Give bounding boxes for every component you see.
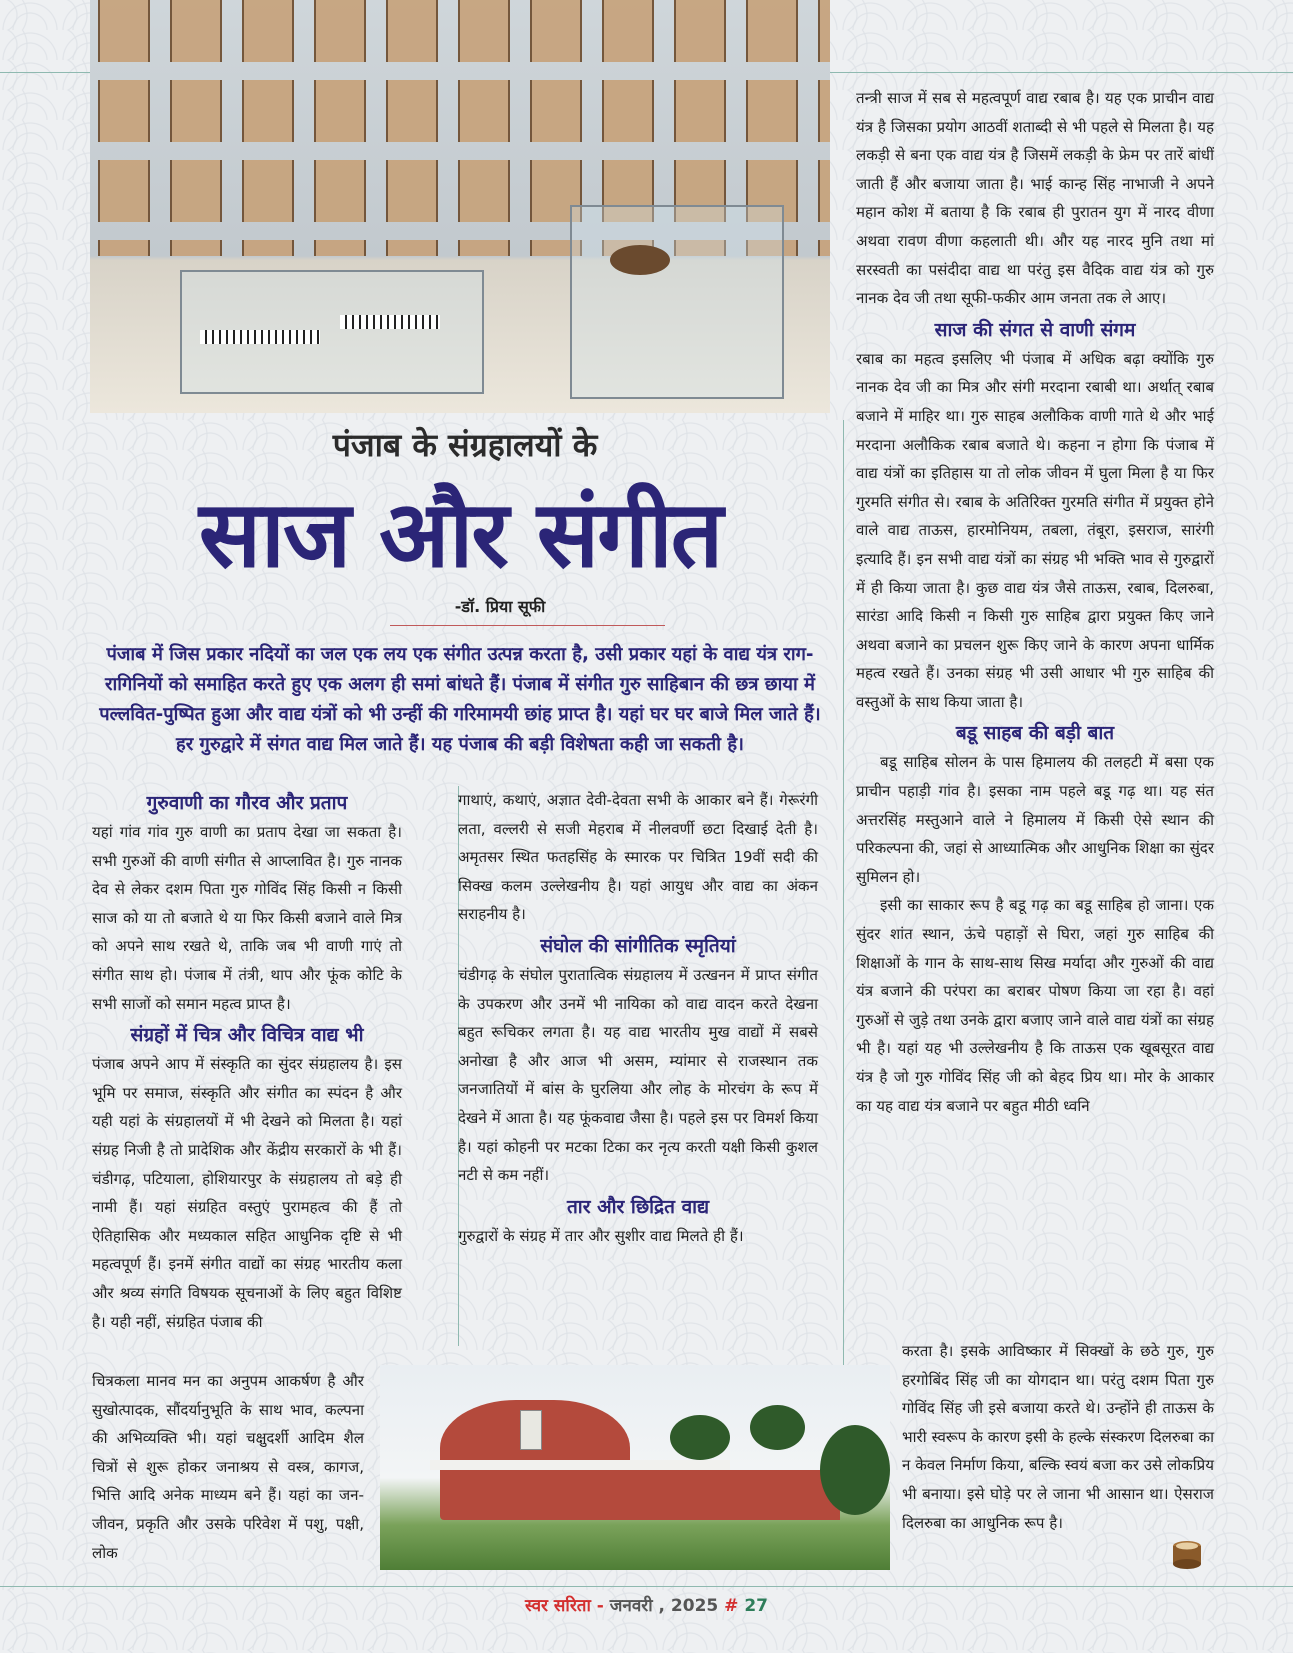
- tabla-drums: [610, 245, 670, 275]
- paragraph: गाथाएं, कथाएं, अज्ञात देवी-देवता सभी के आकार बने हैं। गेरूरंगी लता, वल्लरी से सजी मेहराब में नीलवर्णी छटा दिखाई देती है। अमृतसर स्थित फतहसिंह के स्मारक पर चित्रित 19वीं सदी की सिक्ख कलम उल्लेखनीय है। यहां आयुध और वाद्य का अंकन सराहनीय है।: [458, 791, 818, 924]
- column-left-bottom: [92, 1367, 364, 1567]
- headline-title: साज और संगीत: [198, 481, 722, 588]
- subheading-badu-sahib: बडू साहब की बड़ी बात: [955, 722, 1115, 745]
- column-middle: [458, 786, 818, 1250]
- footer-dash: -: [596, 1596, 604, 1616]
- column-divider-right: [843, 420, 844, 1365]
- sanghol-museum-photo: [380, 1365, 890, 1570]
- subheading-collections: संग्रहों में चित्र और विचित्र वाद्य भी: [130, 1024, 364, 1047]
- subheading-string-instruments: तार और छिद्रित वाद्य: [566, 1195, 710, 1218]
- harmonium-keys-2: [340, 315, 440, 329]
- museum-gallery-photo: [90, 0, 830, 413]
- subheading-saaz-sangat: साज की संगत से वाणी संगम: [934, 318, 1136, 341]
- page-footer: [0, 1593, 1293, 1616]
- page-number: 27: [744, 1596, 769, 1616]
- byline-rule: [390, 625, 665, 626]
- paragraph: रबाब का महत्व इसलिए भी पंजाब में अधिक बढ़ा क्योंकि गुरु नानक देव जी का मित्र और संगी मरदाना रबाबी था। अर्थात् रबाब बजाने में माहिर था। गुरु साहब अलौकिक वाणी गाते थे और भाई मरदाना अलौकिक रबाब बजाते थे। कहना न होगा कि पंजाब में वाद्य यंत्रों का इतिहास या तो लोक जीवन में घुला मिला है या फिर गुरमति संगीत से। रबाब के अतिरिक्त गुरमति संगीत में प्रयुक्त होने वाले वाद्य ताऊस, हारमोनियम, तबला, तंबूरा, इसराज, सारंगी इत्यादि हैं। इन सभी वाद्य यंत्रों का संग्रह भी भक्ति भाव से गुरुद्वारों में ही किया जाता है। कुछ वाद्य यंत्र जैसे ताऊस, रबाब, दिलरुबा, सारंडा आदि किसी न किसी गुरु साहिब द्वारा प्रयुक्त किए जाने अथवा बजाने का प्रचलन शुरू किए जाने के कारण अपना धार्मिक महत्व रखते हैं। उनका संग्रह भी उसी आधार भी गुरु साहिब की वस्तुओं के साथ किया जाता है।: [856, 349, 1214, 711]
- paragraph: यहां गांव गांव गुरु वाणी का प्रताप देखा जा सकता है। सभी गुरुओं की वाणी संगीत से आप्लावित है। गुरु नानक देव से लेकर दशम पिता गुरु गोविंद सिंह किसी न किसी साज को या तो बजाते थे या फिर किसी बजाने वाले मित्र को अपने साथ रखते थे, ताकि जब भी वाणी गाएं तो संगीत साथ हो। पंजाब में तंत्री, थाप और फूंक कोटि के सभी साजों को समान महत्व प्राप्त है।: [92, 823, 402, 1013]
- column-right-bottom: [902, 1337, 1214, 1537]
- byline: -डॉ. प्रिया सूफी: [454, 597, 546, 616]
- paragraph: चित्रकला मानव मन का अनुपम आकर्षण है और सुखोत्पादक, सौंदर्यानुभूति के साथ भाव, कल्पना की अभिव्यक्ति भी। यहां चक्षुदर्शी आदिम शैल चित्रों से शुरू होकर जनाश्रय से वस्त्र, कागज, भित्ति आदि अनेक माध्यम बने हैं। यहां का जन-जीवन, प्रकृति और उसके परिवेश में पशु, पक्षी, लोक: [92, 1372, 364, 1562]
- bottom-rule: [0, 1586, 1293, 1587]
- damaru-drum-icon: [1170, 1538, 1204, 1572]
- tree: [820, 1425, 890, 1515]
- footer-hash: #: [724, 1596, 739, 1616]
- column-left: [92, 786, 402, 1336]
- harmonium-keys: [200, 330, 320, 344]
- tree: [750, 1405, 805, 1450]
- headline-kicker: पंजाब के संग्रहालयों के: [332, 426, 598, 464]
- subheading-sanghol: संघोल की सांगीतिक स्मृतियां: [540, 934, 736, 957]
- issue-date: जनवरी , 2025: [609, 1596, 719, 1616]
- publication-name: स्वर सरिता: [524, 1596, 591, 1616]
- museum-plaque: [520, 1410, 542, 1450]
- paragraph: बडू साहिब सोलन के पास हिमालय की तलहटी में बसा एक प्राचीन पहाड़ी गांव है। इसका नाम पहले बडू गढ़ था। यह संत अत्तरसिंह मस्तुआने वाले ने हिमालय में किसी ऐसे स्थान की परिकल्पना की, जहां से आध्यात्मिक और आधुनिक शिक्षा का सुंदर सुमिलन हो।: [856, 753, 1214, 886]
- paragraph: तन्त्री साज में सब से महत्वपूर्ण वाद्य रबाब है। यह एक प्राचीन वाद्य यंत्र है जिसका प्रयोग आठवीं शताब्दी से भी पहले से मिलता है। यह लकड़ी से बना एक वाद्य यंत्र है जिसमें लकड़ी के फ्रेम पर तारें बांधीं जाती हैं और बजाया जाता है। भाई कान्ह सिंह नाभाजी ने अपने महान कोश में बताया है कि रबाब ही पुरातन युग में नारद वीणा अथवा रावण वीणा कहलाती थी। और यह नारद मुनि तथा मां सरस्वती का पसंदीदा वाद्य था परंतु इस वैदिक वाद्य यंत्र को गुरु नानक देव जी तथा सूफी-फकीर आम जनता तक ले आए।: [856, 89, 1214, 308]
- paragraph: चंडीगढ़ के संघोल पुरातात्विक संग्रहालय में उत्खनन में प्राप्त संगीत के उपकरण और उनमें भी नायिका को वाद्य वादन करते देखना बहुत रूचिकर लगता है। यह वाद्य भारतीय मुख वाद्यों में सबसे अनोखा है और आज भी असम, म्यांमार से राजस्थान तक जनजातियों में बांस के घुरलिया और लोह के मोरचंग के रूप में देखने में आता है। यह फूंकवाद्य जैसा है। पहले इस पर विमर्श किया है। यहां कोहनी पर मटका टिका कर नृत्य करती यक्षी किसी कुशल नटी से कम नहीं।: [458, 965, 818, 1185]
- paragraph: गुरुद्वारों के संग्रह में तार और सुशीर वाद्य मिलते ही हैं।: [458, 1226, 744, 1245]
- paragraph: पंजाब अपने आप में संस्कृति का सुंदर संग्रहालय है। इस भूमि पर समाज, संस्कृति और संगीत का स्पंदन है और यही यहां के संग्रहालयों में भी देखने को मिलता है। यहां संग्रह निजी है तो प्रादेशिक और केंद्रीय सरकारों के भी हैं। चंडीगढ़, पटियाला, होशियारपुर के संग्रहालय तो बड़े ही नामी हैं। यहां संग्रहित वस्तुएं पुरामहत्व की हैं तो ऐतिहासिक और मध्यकाल सहित आधुनिक दृष्टि से भी महत्वपूर्ण हैं। इनमें संगीत वाद्यों का संग्रह भारतीय कला और श्रव्य संगति विषयक सूचनाओं के लिए बहुत विशिष्ट है। यही नहीं, संग्रहित पंजाब की: [92, 1055, 402, 1331]
- museum-building-band: [430, 1460, 730, 1470]
- paragraph: करता है। इसके आविष्कार में सिक्खों के छठे गुरु, गुरु हरगोबिंद सिंह जी का योगदान था। परंतु दशम पिता गुरु गोविंद सिंह जी इसे बजाया करते थे। उन्होंने ही ताऊस के भारी स्वरूप के कारण इसी के हल्के संस्करण दिलरुबा का न केवल निर्माण किया, बल्कि स्वयं बजा कर उसे लोकप्रिय भी बनाया। इसे घोड़े पर ले जाना भी आसान था। ऐसराज दिलरुबा का आधुनिक रूप है।: [902, 1342, 1214, 1532]
- museum-building-wing: [620, 1470, 840, 1520]
- intro-paragraph: पंजाब में जिस प्रकार नदियों का जल एक लय एक संगीत उत्पन्न करता है, उसी प्रकार यहां के वाद्य यंत्र राग-रागिनियों को समाहित करते हुए एक अलग ही समां बांधते हैं। पंजाब में संगीत गुरु साहिबान की छत्र छाया में पल्लवित-पुष्पित हुआ और वाद्य यंत्रों को भी उन्हीं की गरिमामयी छांह प्राप्त है। यहां घर घर बाजे मिल जाते हैं। हर गुरुद्वारे में संगत वाद्य मिल जाते हैं। यह पंजाब की बड़ी विशेषता कही जा सकती है।: [99, 644, 821, 755]
- subheading-gurbani: गुरुवाणी का गौरव और प्रताप: [146, 792, 348, 814]
- display-case-right: [570, 205, 784, 399]
- tree: [670, 1415, 730, 1460]
- paragraph: इसी का साकार रूप है बडू गढ़ का बडू साहिब हो जाना। एक सुंदर शांत स्थान, ऊंचे पहाड़ों से घिरा, जहां गुरु साहिब की शिक्षाओं के गान के साथ-साथ सिख मर्यादा और गुरुओं की वाद्य यंत्र बजाने की परंपरा का बराबर पोषण किया जा रहा है। वहां गुरुओं से जुड़े तथा उनके द्वारा बजाए जाने वाले वाद्य यंत्रों का संग्रह भी है। यहां यह भी उल्लेखनीय है कि ताऊस एक खूबसूरत वाद्य यंत्र है जो गुरु गोविंद सिंह जी को बेहद प्रिय था। मोर के आकार का यह वाद्य यंत्र बजाने पर बहुत मीठी ध्वनि: [856, 896, 1214, 1115]
- column-right: [856, 84, 1214, 1120]
